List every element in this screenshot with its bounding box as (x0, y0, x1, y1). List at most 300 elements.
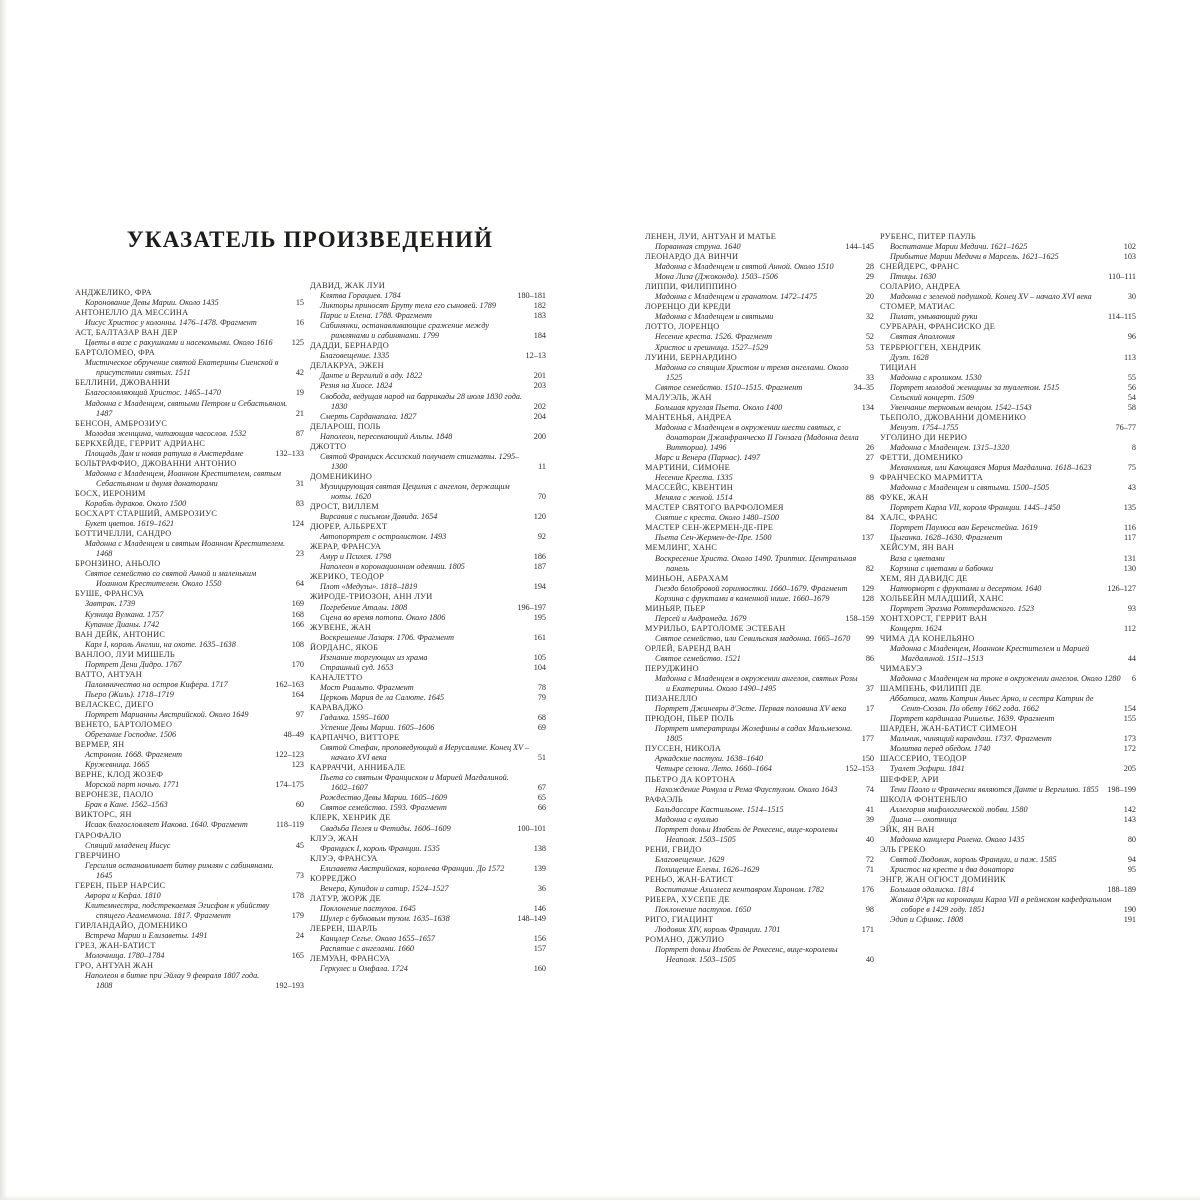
work-title: Портрет Эразма Роттердамского. 1523 (890, 603, 1035, 613)
work-row (310, 582, 546, 592)
index-entry (75, 459, 304, 489)
work-title: Погребение Аталы. 1808 (320, 602, 408, 612)
work-row (880, 734, 1136, 744)
work-page-number: 143 (1123, 814, 1136, 824)
index-entry (75, 650, 304, 670)
work-row (310, 803, 546, 813)
work-title: Мадонна с Младенцем и святыми (655, 312, 774, 322)
artist-name: РИБЕРА, ХУСЕПЕ ДЕ (645, 895, 730, 905)
work-page-number: 68 (537, 713, 546, 723)
index-entry (310, 673, 546, 703)
work-page-number: 178 (291, 890, 304, 900)
work-row (75, 660, 304, 670)
work-row (310, 291, 546, 301)
work-row (310, 432, 546, 442)
artist-name: КЛЕРК, ХЕНРИК ДЕ (310, 813, 391, 823)
work-title: Гнездо белобровой горихвостки. 1660–1679. Фрагмент (655, 583, 848, 593)
work-title: Иисус Христос у колонны. 1476–1478. Фрагмент (85, 318, 257, 328)
artist-name: МАРТИНИ, СИМОНЕ (645, 463, 730, 473)
index-entry (880, 363, 1136, 413)
index-entry (880, 614, 1136, 634)
artist-name: РЕНИ, ГВИДО (645, 844, 702, 854)
artist-name: ДЖОТТО (310, 441, 347, 451)
work-row (645, 513, 874, 523)
work-title: Наполеон в битве при Эйлау 9 февраля 1807 года. 1808 (85, 971, 260, 991)
work-row (645, 815, 874, 825)
work-row (310, 904, 546, 914)
work-title: Увенчание терновым венцом. 1542–1543 (890, 402, 1032, 412)
work-page-number: 84 (865, 513, 874, 523)
work-title: Клитемнестра, подстрекаемая Эгисфом к убийству спящего Агамемнона. 1817. Фрагмент (85, 900, 270, 920)
work-title: Воскресение Христа. Около 1490. Триптих. Центральная панель (655, 553, 857, 573)
work-page-number: 40 (865, 955, 874, 965)
artist-name: ЛЕМУАН, ФРАНСУА (310, 954, 391, 964)
artist-name: ДАВИД, ЖАК ЛУИ (310, 281, 386, 290)
work-title: Мадонна с вуалью (655, 814, 719, 824)
work-row (880, 353, 1136, 363)
work-row (310, 603, 546, 613)
work-page-number: 112 (1124, 623, 1136, 633)
index-entry (310, 502, 546, 522)
work-title: Марс и Венера (Парнас). 1497 (655, 453, 761, 463)
work-title: Мадонна с Младенцем, Иоанном Крестителем и Марией Магдалиной. 1511–1513 (890, 643, 1090, 663)
work-title: Портрет Паулюса ван Беренстейна. 1619 (890, 523, 1038, 533)
work-page-number: 67 (537, 783, 546, 793)
work-page-number: 177 (861, 734, 874, 744)
work-row (75, 318, 304, 328)
work-page-number: 93 (1127, 603, 1136, 613)
artist-name: ЛОРЕНЦО ДИ КРЕДИ (645, 302, 731, 312)
work-title: Портрет императрицы Жозефины в садах Мальмезона. 1805 (655, 724, 853, 744)
work-title: Благословляющий Христос. 1465–1470 (85, 388, 221, 398)
artist-name: ШЕФФЕР, АРИ (880, 774, 939, 784)
work-title: Астроном. 1668. Фрагмент (85, 750, 183, 760)
work-title: Елизавета Австрийская, королева Франции. До 1572 (320, 863, 505, 873)
work-row (310, 552, 546, 562)
index-entry (645, 775, 874, 795)
artist-name: БЕЛЛИНИ, ДЖОВАННИ (75, 378, 171, 388)
artist-name: КАНАЛЕТТО (310, 672, 363, 682)
index-entry (310, 643, 546, 673)
artist-name: РЕНЬО, ЖАН-БАТИСТ (645, 875, 734, 884)
artist-name: РУБЕНС, ПИТЕР ПАУЛЬ (880, 232, 976, 241)
work-title: Мадонна с зеленой подушкой. Конец XV – начало XVI века (890, 292, 1092, 302)
work-row (75, 298, 304, 308)
index-entry (75, 589, 304, 629)
work-page-number: 116 (1124, 523, 1136, 533)
work-row (75, 388, 304, 398)
artist-name: ХАЛС, ФРАНС (880, 513, 938, 523)
work-page-number: 31 (295, 478, 304, 488)
work-page-number: 155 (1123, 714, 1136, 724)
work-row (75, 338, 304, 348)
work-row (310, 693, 546, 703)
work-page-number: 78 (537, 682, 546, 692)
work-row (75, 640, 304, 650)
work-title: Франциск I, король Франции. 1535 (320, 843, 440, 853)
page-title: УКАЗАТЕЛЬ ПРОИЗВЕДЕНИЙ (126, 227, 494, 252)
work-row (310, 683, 546, 693)
work-row (75, 931, 304, 941)
index-entry (75, 419, 304, 439)
work-title: Распятие с ангелами. 1660 (320, 944, 415, 954)
index-entry (880, 493, 1136, 513)
artist-name: ВЕРМЕР, ЯН (75, 740, 125, 750)
work-row (880, 604, 1136, 614)
work-page-number: 80 (1127, 834, 1136, 844)
index-entry (75, 670, 304, 700)
index-entry (645, 644, 874, 664)
work-title: Мона Лиза (Джоконда). 1503–1506 (655, 272, 778, 282)
work-page-number: 17 (865, 704, 874, 714)
work-row (880, 554, 1136, 564)
work-page-number: 117 (1124, 533, 1136, 543)
work-row (880, 885, 1136, 895)
work-title: Геркулес и Омфала. 1724 (320, 964, 408, 974)
index-entry (310, 281, 546, 341)
work-page-number: 19 (295, 388, 304, 398)
index-entry (645, 282, 874, 302)
index-entry (645, 714, 874, 744)
work-title: Купание Дианы. 1742 (85, 619, 160, 629)
artist-name: ФРАНЧЕСКО МАРМИТТА (880, 473, 984, 483)
index-entry (75, 328, 304, 348)
work-page-number: 82 (865, 563, 874, 573)
work-page-number: 79 (537, 692, 546, 702)
work-page-number: 200 (533, 431, 546, 441)
work-title: Корабль дураков. Около 1500 (85, 498, 187, 508)
work-title: Прибытие Марии Медичи в Марсель. 1621–1625 (890, 252, 1059, 262)
work-page-number: 33 (865, 372, 874, 382)
work-row (75, 891, 304, 901)
work-row (880, 674, 1136, 684)
work-page-number: 32 (865, 312, 874, 322)
work-row (880, 785, 1136, 795)
artist-name: БОЛЬТРАФФИО, ДЖОВАННИ АНТОНИО (75, 458, 237, 468)
work-page-number: 187 (533, 562, 546, 572)
work-page-number: 34–35 (853, 382, 874, 392)
work-page-number: 120 (533, 512, 546, 522)
artist-name: ПИЗАНЕЛЛО (645, 694, 698, 704)
work-title: Портрет молодой женщины за туалетом. 1515 (890, 382, 1060, 392)
artist-name: БОСХАРТ СТАРШИЙ, АМБРОЗИУС (75, 509, 218, 519)
index-entry (310, 623, 546, 643)
artist-name: ЭЙК, ЯН ВАН (880, 824, 935, 834)
work-page-number: 160 (533, 964, 546, 974)
work-row (645, 262, 874, 272)
work-row (75, 499, 304, 509)
work-page-number: 66 (537, 803, 546, 813)
work-page-number: 201 (533, 371, 546, 381)
work-page-number: 146 (533, 903, 546, 913)
work-title: Сельский концерт. 1509 (890, 392, 975, 402)
artist-name: СОЛАРИО, АНДРЕА (880, 282, 961, 292)
work-page-number: 114–115 (1107, 312, 1136, 322)
work-page-number: 124 (291, 519, 304, 529)
work-title: Большая круглая Пьета. Около 1400 (655, 402, 783, 412)
work-title: Дуэт. 1628 (890, 352, 929, 362)
work-page-number: 74 (865, 784, 874, 794)
work-row (75, 519, 304, 529)
work-row (310, 713, 546, 723)
index-entry (880, 322, 1136, 342)
work-title: Благовещение. 1629 (655, 854, 725, 864)
index-entry (75, 630, 304, 650)
work-page-number: 198–199 (1107, 784, 1136, 794)
work-row (645, 945, 874, 965)
work-row (310, 944, 546, 954)
work-row (880, 915, 1136, 925)
work-page-number: 15 (295, 298, 304, 308)
work-row (645, 383, 874, 393)
work-row (880, 533, 1136, 543)
index-entry (310, 572, 546, 592)
work-title: Молочница. 1780–1784 (85, 951, 165, 961)
work-row (645, 764, 874, 774)
work-page-number: 203 (533, 381, 546, 391)
work-row (75, 690, 304, 700)
work-row (645, 805, 874, 815)
artist-name: ДЕЛАКРУА, ЭЖЕН (310, 361, 384, 371)
work-title: Завтрак. 1739 (85, 599, 136, 609)
work-row (75, 710, 304, 720)
work-title: Мистическое обручение святой Екатерины Сиенской в присутствии святых. 1511 (85, 358, 279, 378)
artist-name: КЛУЭ, ЖАН (310, 833, 359, 843)
work-title: Несение креста. 1526. Фрагмент (655, 332, 772, 342)
index-entry (75, 740, 304, 770)
work-title: Пьета Сен-Жермен-де-Пре. 1500 (655, 533, 772, 543)
work-row (75, 841, 304, 851)
artist-name: МИНЬЯР, ПЬЕР (645, 603, 706, 613)
work-page-number: 150 (861, 754, 874, 764)
artist-name: ВЕРОНЕЗЕ, ПАОЛО (75, 790, 154, 800)
work-title: Аббатиса, мать Катрин Аньес Арно, и сестра Катрин де Сент-Сюзан. По обету 1662 года. 1662 (890, 694, 1094, 714)
artist-name: ВЕРНЕ, КЛОД ЖОЗЕФ (75, 770, 164, 780)
work-page-number: 170 (291, 659, 304, 669)
work-row (645, 292, 874, 302)
work-title: Мадонна с Младенцем и гранатом. 1472–1475 (655, 292, 818, 302)
work-row (880, 292, 1136, 302)
index-entry (880, 574, 1136, 594)
work-row (310, 351, 546, 361)
index-entry (75, 941, 304, 961)
work-title: Сцена во время потопа. Около 1806 (320, 612, 446, 622)
work-page-number: 196–197 (517, 602, 546, 612)
work-page-number: 166 (291, 619, 304, 629)
artist-name: ЭЛЬ ГРЕКО (880, 844, 926, 854)
work-title: Мадонна с Младенцем, святыми Петром и Себастьяном. 1487 (85, 398, 288, 418)
artist-name: РАФАЭЛЬ (645, 794, 683, 804)
work-page-number: 135 (1123, 503, 1136, 513)
work-page-number: 20 (865, 292, 874, 302)
work-page-number: 110–111 (1108, 272, 1136, 282)
index-entry (310, 341, 546, 361)
work-title: Герсилия останавливает битву римлян с сабинянами. 1645 (85, 860, 274, 880)
work-page-number: 130 (1123, 563, 1136, 573)
work-row (310, 653, 546, 663)
work-page-number: 45 (295, 840, 304, 850)
artist-name: БРОНЗИНО, АНЬОЛО (75, 559, 161, 569)
index-entry (310, 361, 546, 421)
work-row (310, 844, 546, 854)
index-entry (645, 543, 874, 573)
work-row (645, 855, 874, 865)
artist-name: БАРТОЛОМЕО, ФРА (75, 348, 155, 358)
index-entry (880, 775, 1136, 795)
work-page-number: 204 (533, 411, 546, 421)
work-page-number: 137 (861, 533, 874, 543)
work-page-number: 72 (865, 854, 874, 864)
work-page-number: 42 (295, 368, 304, 378)
work-row (310, 311, 546, 321)
work-page-number: 139 (533, 863, 546, 873)
work-title: Сабинянки, останавливающие сражение между римлянами и сабинянами. 1799 (320, 321, 490, 341)
work-page-number: 43 (1127, 483, 1136, 493)
artist-name: ЛЕБРЕН, ШАРЛЬ (310, 924, 378, 933)
artist-name: ЛАТУР, ЖОРЖ ДЕ (310, 893, 381, 903)
work-page-number: 118–119 (275, 820, 304, 830)
work-page-number: 129 (861, 583, 874, 593)
artist-name: БЕРКХЕЙДЕ, ГЕРРИТ АДРИАНС (75, 438, 206, 448)
work-row (310, 934, 546, 944)
work-row (75, 861, 304, 881)
work-row (880, 714, 1136, 724)
work-row (880, 373, 1136, 383)
work-row (645, 554, 874, 574)
work-title: Портрет Карла VII, короля Франции. 1445–1450 (890, 503, 1061, 513)
index-entry (645, 895, 874, 915)
artist-name: МЕМЛИНГ, ХАНС (645, 543, 718, 553)
work-title: Мальчик, чинящий карандаш. 1737. Фрагмент (890, 734, 1052, 744)
work-title: Рождество Девы Марии. 1605–1609 (320, 793, 448, 803)
work-title: Аллегория мифологической любви. 1580 (890, 804, 1028, 814)
work-page-number: 16 (295, 318, 304, 328)
work-title: Наполеон, пересекающий Альпы. 1848 (320, 431, 453, 441)
work-title: Менуэт. 1754–1755 (890, 422, 959, 432)
index-entry (880, 875, 1136, 925)
artist-name: ГРЕЗ, ЖАН-БАТИСТ (75, 941, 156, 951)
work-page-number: 161 (533, 632, 546, 642)
work-row (75, 760, 304, 770)
work-page-number: 174–175 (275, 780, 304, 790)
work-page-number: 36 (537, 883, 546, 893)
work-row (645, 242, 874, 252)
artist-name: ВЕНЕТО, БАРТОЛОМЕО (75, 720, 173, 730)
artist-name: КАРРАЧЧИ, АННИБАЛЕ (310, 763, 406, 773)
work-title: Изгнание торгующих из храма (320, 652, 428, 662)
artist-name: ГИРЛАНДАЙО, ДОМЕНИКО (75, 920, 188, 930)
work-page-number: 39 (865, 814, 874, 824)
work-title: Портрет доньи Изабель де Рекесенс, вице-королевы Неаполя. 1503–1505 (655, 824, 838, 844)
index-entry (75, 489, 304, 509)
work-row (75, 599, 304, 609)
work-page-number: 132–133 (275, 448, 304, 458)
work-title: Резня на Хиосе. 1824 (320, 381, 393, 391)
work-page-number: 184 (533, 331, 546, 341)
index-entry (75, 770, 304, 790)
work-row (310, 884, 546, 894)
artist-name: ГАРОФАЛО (75, 830, 122, 840)
work-row (645, 453, 874, 463)
work-page-number: 30 (1127, 292, 1136, 302)
work-row (645, 925, 874, 935)
work-page-number: 186 (533, 552, 546, 562)
index-entry (880, 262, 1136, 282)
work-title: Успение Девы Марии. 1605–1606 (320, 723, 435, 733)
index-entry (310, 733, 546, 763)
artist-name: МАЛУЭЛЬ, ЖАН (645, 392, 712, 402)
work-page-number: 97 (295, 709, 304, 719)
work-row (310, 392, 546, 412)
index-entry (310, 763, 546, 813)
artist-name: ТИЦИАН (880, 362, 917, 372)
work-page-number: 60 (295, 800, 304, 810)
work-title: Порванная струна. 1640 (655, 242, 741, 252)
index-entry (880, 845, 1136, 875)
work-title: Нахождение Ромула и Рема Фаустулом. Около 1643 (655, 784, 838, 794)
work-row (75, 951, 304, 961)
work-row (880, 503, 1136, 513)
work-row (880, 242, 1136, 252)
artist-name: ПУССЕН, НИКОЛА (645, 744, 722, 754)
artist-name: ПРЮДОН, ПЬЕР ПОЛЬ (645, 714, 735, 724)
work-row (645, 533, 874, 543)
work-title: Портрет Марианны Австрийской. Около 1649 (85, 709, 249, 719)
artist-name: ЖИРОДЕ-ТРИОЗОН, АНН ЛУИ (310, 592, 433, 602)
work-page-number: 52 (865, 332, 874, 342)
work-title: Клятва Горациев. 1784 (320, 291, 401, 301)
work-row (880, 895, 1136, 915)
work-page-number: 156 (533, 934, 546, 944)
artist-name: МАНТЕНЬЯ, АНДРЕА (645, 412, 732, 422)
artist-name: КОРРЕДЖО (310, 873, 357, 883)
work-page-number: 75 (1127, 463, 1136, 473)
work-page-number: 162–163 (275, 679, 304, 689)
work-row (880, 764, 1136, 774)
work-row (880, 252, 1136, 262)
artist-name: ГРО, АНТУАН ЖАН (75, 961, 154, 971)
work-title: Коронование Девы Марии. Около 1435 (85, 298, 219, 308)
artist-name: ДЕЛАРОШ, ПОЛЬ (310, 421, 381, 431)
artist-name: ЛОТТО, ЛОРЕНЦО (645, 322, 720, 332)
artist-name: СТОМЕР, МАТИАС (880, 302, 955, 312)
index-entry (880, 433, 1136, 453)
artist-name: МАССЕЙС, КВЕНТИН (645, 483, 733, 493)
work-row (880, 332, 1136, 342)
artist-name: ЛЕОНАРДО ДА ВИНЧИ (645, 252, 739, 262)
artist-name: АНТОНЕЛЛО ДА МЕССИНА (75, 308, 189, 318)
index-entry (880, 795, 1136, 825)
work-title: Корзина с фруктами в каменной нише. 1660–1679 (655, 593, 830, 603)
work-page-number: 157 (533, 944, 546, 954)
work-row (75, 358, 304, 378)
work-page-number: 98 (865, 905, 874, 915)
work-title: Паломничество на остров Кифера. 1717 (85, 679, 228, 689)
work-row (880, 423, 1136, 433)
work-page-number: 48–49 (283, 730, 304, 740)
work-page-number: 123 (291, 760, 304, 770)
work-page-number: 113 (1124, 352, 1136, 362)
artist-name: РИГО, ГИАЦИНТ (645, 915, 714, 925)
index-entry (880, 684, 1136, 724)
work-title: Страшный суд. 1653 (320, 662, 394, 672)
index-entry (645, 463, 874, 483)
work-row (310, 613, 546, 623)
work-row (645, 594, 874, 604)
index-entry (310, 442, 546, 472)
index-entry (880, 302, 1136, 322)
work-title: Брак в Кане. 1562–1563 (85, 800, 168, 810)
